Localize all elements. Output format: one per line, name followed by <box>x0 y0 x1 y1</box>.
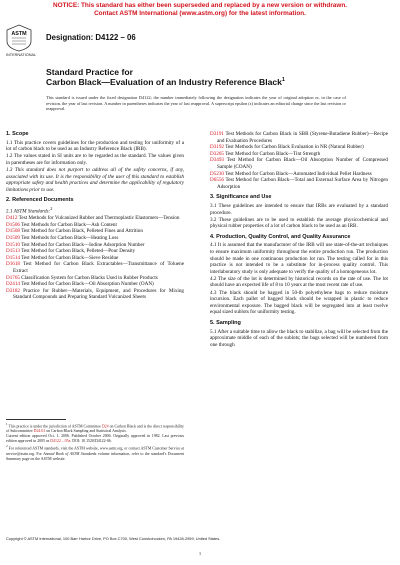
section-heading-significance: 3. Significance and Use <box>210 194 272 201</box>
ref-item: D1513 Test Method for Carbon Black, Pelleted—Pour Density <box>6 248 136 255</box>
footnote-link[interactable]: D24.61 <box>33 429 46 434</box>
logo-text: ASTM <box>11 31 27 37</box>
paragraph-1-2: 1.2 The values stated in SI units are to be regarded as the standard. The values given in parentheses are for information only. <box>6 153 184 166</box>
paragraph-4-3: 4.3 The black should be bagged in 50-lb polyethylene bags to reduce moisture incursion. Each pallet of bagged black should be wrapped in plastic to reduce environmental exposure. The bagged black will be segregated into at least twelve equal sized sublots for uniformity testing. <box>210 289 388 316</box>
ref-link[interactable]: D1510 <box>6 241 20 248</box>
ref-item: D3265 Test Method for Carbon Black—Tint Strength <box>210 150 321 157</box>
ref-item: D1508 Test Method for Carbon Black, Pelleted Fines and Attrition <box>6 228 143 235</box>
paragraph-3-1: 3.1 These guidelines are intended to ensure that IRBs are evaluated by a standard procedure. <box>210 202 388 216</box>
ref-item: D1765 Classification System for Carbon Blacks Used in Rubber Products <box>6 274 158 281</box>
ref-link[interactable]: D3191 <box>210 131 224 137</box>
ref-link[interactable]: D1506 <box>6 221 20 228</box>
ref-item: D3182 Practice for Rubber—Materials, Equipment, and Procedures for Mixing Standard Compounds and Preparing Standard Vulcanized Sheets <box>6 287 184 301</box>
ref-item: D1506 Test Methods for Carbon Black—Ash Content <box>6 221 117 228</box>
paragraph-3-2: 3.2 These guidelines are to be used to establish the average physicochemical and physical rubber properties of a lot of carbon black to be used as an IRB. <box>210 216 388 230</box>
ref-item: D3192 Test Methods for Carbon Black Evaluation in NR (Natural Rubber) <box>210 144 364 151</box>
ref-link[interactable]: D1513 <box>6 248 20 255</box>
section-heading-referenced-documents: 2. Referenced Documents <box>6 197 74 204</box>
ref-item: D1514 Test Method for Carbon Black—Sieve Residue <box>6 254 119 261</box>
astm-logo-icon <box>6 24 32 52</box>
ref-item: D412 Test Methods for Vulcanized Rubber and Thermoplastic Elastomers—Tension <box>6 215 180 222</box>
notice-line-1: NOTICE: This standard has either been superseded and replaced by a new version or withdrawn. <box>52 2 348 9</box>
ref-item: D1618 Test Method for Carbon Black Extractables—Transmittance of Toluene Extract <box>6 261 184 274</box>
ref-link[interactable]: D3192 <box>210 144 224 151</box>
footnote-1-edition: Current edition approved Oct. 1, 2006. Published October 2006. Originally approved in 1982. Last previous edition approved in 2005 as D4122 – 05a. DOI: 10.1520/D4122-06. <box>6 434 184 444</box>
ref-link[interactable]: D6556 <box>210 177 224 184</box>
ref-link[interactable]: D412 <box>6 215 18 222</box>
section-heading-production: 4. Production, Quality Control, and Quality Assurance <box>210 233 351 240</box>
paragraph-4-2: 4.2 The size of the lot is determined by historical records on the rate of use. The lot should have an expected life of 8 to 10 years at the most recent rate of use. <box>210 275 388 289</box>
right-column <box>210 131 388 348</box>
copyright-footer: Copyright © ASTM International, 100 Barr Harbor Drive, PO Box C700, West Conshohocken, PA 19428-2959, United States. <box>6 536 221 541</box>
page-number: 1 <box>198 551 202 556</box>
footnote-2: $^2$ For referenced ASTM standards, visit the ASTM website, www.astm.org, or contact ASTM Customer Service at service@astm.org. For Annual Book of ASTM Standards volume information, refer to the standard's Document Summary page on the ASTM website. <box>6 444 185 461</box>
footnote-link[interactable]: D24 <box>101 424 109 429</box>
ref-link[interactable]: D3493 <box>210 157 224 164</box>
ref-link[interactable]: D1514 <box>6 254 20 261</box>
ref-item: D3493 Test Method for Carbon Black—Oil Absorption Number of Compressed Sample (COAN) <box>210 157 388 170</box>
ref-item: D3191 Test Methods for Carbon Black in SBR (Styrene-Butadiene Rubber)—Recipe and Evaluation Procedures <box>210 131 388 144</box>
notice-banner <box>0 2 400 17</box>
notice-line-2: Contact ASTM International (www.astm.org) for the latest information. <box>94 9 306 17</box>
footnotes <box>6 422 184 462</box>
ref-link[interactable]: D2414 <box>6 281 20 288</box>
ref-link[interactable]: D5230 <box>210 170 224 177</box>
section-heading-sampling: 5. Sampling <box>210 319 241 326</box>
paragraph-4-1: 4.1 It is assumed that the manufacturer of the IRB will use state-of-the-art techniques to ensure maximum uniformity throughout the entire production run. The production should be made in one continuous production lot run. The testing called for in this practice is not intended to be a substitute for in-process quality control. This interlaboratory study is only adequate to verify the quality of a homogeneous lot. <box>210 242 388 275</box>
title-footnote-mark: 1 <box>281 77 285 84</box>
ref-item: D1509 Test Methods for Carbon Black—Heating Loss <box>6 235 119 242</box>
page-title <box>46 77 285 87</box>
left-column <box>6 131 184 301</box>
logo-subtitle: INTERNATIONAL <box>6 53 37 57</box>
footnote-divider <box>6 419 66 420</box>
paragraph-1-3: 1.3 This standard does not purport to address all of the safety concerns, if any, associated with its use. It is the responsibility of the user of this standard to establish appropriate safety and health practices and determine the applicability of regulatory limitations prior to use. <box>6 166 184 193</box>
subheading-astm-standards: 2.1 ASTM Standards:$^2$ <box>6 205 53 215</box>
ref-link[interactable]: D1508 <box>6 228 20 235</box>
ref-item: D2414 Test Method for Carbon Black—Oil Absorption Number (OAN) <box>6 281 154 288</box>
title-line-1: Standard Practice for <box>46 67 133 77</box>
ref-link[interactable]: D3182 <box>6 287 20 294</box>
section-heading-scope: 1. Scope <box>6 131 29 137</box>
paragraph-5-1: 5.1 After a suitable time to allow the black to stabilize, a bag will be selected from the approximate middle of each of the sublots; the bags selected will be numbered from one through <box>210 328 388 348</box>
ref-link[interactable]: D1509 <box>6 235 20 242</box>
footnote-link[interactable]: D4122 – 05a <box>50 439 71 444</box>
footnote-1: $^1$ This practice is under the jurisdiction of ASTM Committee D24 on Carbon Black and is the direct responsibility of Subcommittee D24.61 on Carbon Black Sampling and Statistical Analysis. <box>6 422 184 434</box>
ref-link[interactable]: D1618 <box>6 261 20 268</box>
ref-link[interactable]: D3265 <box>210 150 224 157</box>
ref-item: D6556 Test Method for Carbon Black—Total and External Surface Area by Nitrogen Adsorption <box>210 177 388 190</box>
paragraph-1-1: 1.1 This practice covers guidelines for the production and testing for uniformity of a lot of carbon black to be used as an Industry Reference Black (IRB). <box>6 139 184 153</box>
ref-link[interactable]: D1765 <box>6 274 20 281</box>
designation: Designation: D4122 – 06 <box>46 33 136 42</box>
title-line-2: Carbon Black—Evaluation of an Industry Reference Black <box>46 77 282 87</box>
ref-item: D1510 Test Method for Carbon Black—Iodine Adsorption Number <box>6 241 145 248</box>
ref-item: D5230 Test Method for Carbon Black—Automated Individual Pellet Hardness <box>210 170 372 177</box>
standard-note: This standard is issued under the fixed designation D4122; the number immediately following the designation indicates the year of original adoption or, in the case of revision, the year of last revision. A number in parentheses indicates the year of last reapproval. A superscript epsilon (ε) indicates an editorial change since the last revision or reapproval. <box>46 95 346 112</box>
